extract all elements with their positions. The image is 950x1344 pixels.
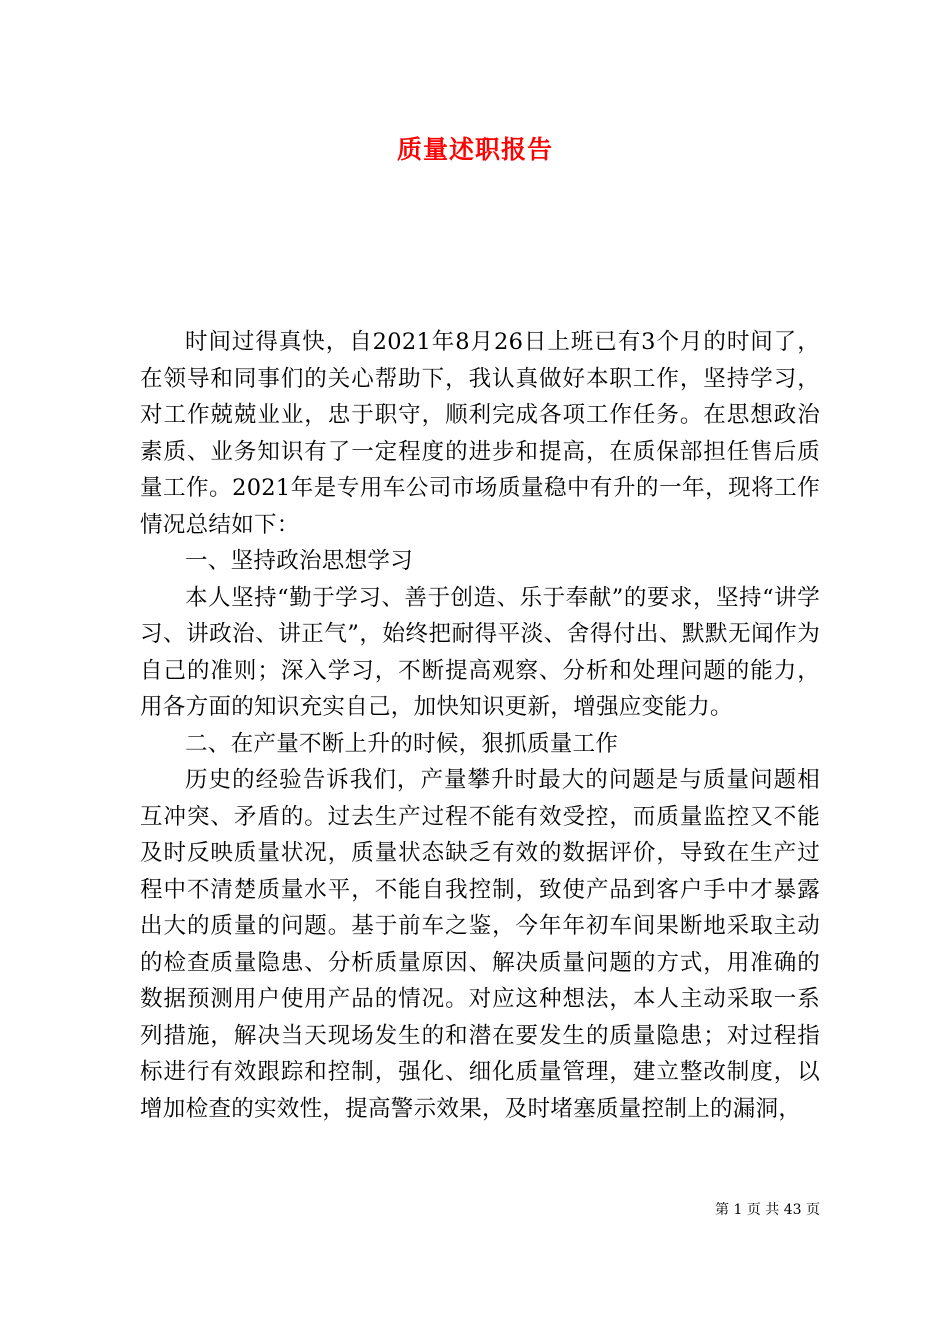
document-title: 质量述职报告 xyxy=(396,135,553,164)
paragraph-section-2: 历史的经验告诉我们，产量攀升时最大的问题是与质量问题相互冲突、矛盾的。过去生产过程不能有效受控，而质量监控又不能及时反映质量状况，质量状态缺乏有效的数据评价，导致在生产过程中不清楚质量水平，不能自我控制，致使产品到客户手中才暴露出大的质量的问题。基于前车之鉴，今年年初车间果断地采取主动的检查质量隐患、分析质量原因、解决质量问题的方式，用准确的数据预测用户使用产品的情况。对应这种想法，本人主动采取一系列措施，解决当天现场发生的和潜在要发生的质量隐患；对过程指标进行有效跟踪和控制，强化、细化质量管理，建立整改制度，以增加检查的实效性，提高警示效果，及时堵塞质量控制上的漏洞， xyxy=(140,767,820,1122)
section-heading-2: 二、在产量不断上升的时候，狠抓质量工作 xyxy=(185,730,619,757)
section-heading-1: 一、坚持政治思想学习 xyxy=(185,548,414,574)
document-body xyxy=(140,324,820,1127)
paragraph-intro: 时间过得真快，自2021年8月26日上班已有3个月的时间了，在领导和同事们的关心帮助下，我认真做好本职工作，坚持学习，对工作兢兢业业，忠于职守，顺利完成各项工作任务。在思想政治素质、业务知识有了一定程度的进步和提高，在质保部担任售后质量工作。2021年是专用车公司市场质量稳中有升的一年，现将工作情况总结如下： xyxy=(140,329,820,538)
paragraph-section-1: 本人坚持“勤于学习、善于创造、乐于奉献”的要求，坚持“讲学习、讲政治、讲正气”，始终把耐得平淡、舍得付出、默默无闻作为自己的准则；深入学习，不断提高观察、分析和处理问题的能力，用各方面的知识充实自己，加快知识更新，增强应变能力。 xyxy=(140,584,820,720)
page-footer: 第 1 页 共 43 页 xyxy=(715,1202,820,1218)
